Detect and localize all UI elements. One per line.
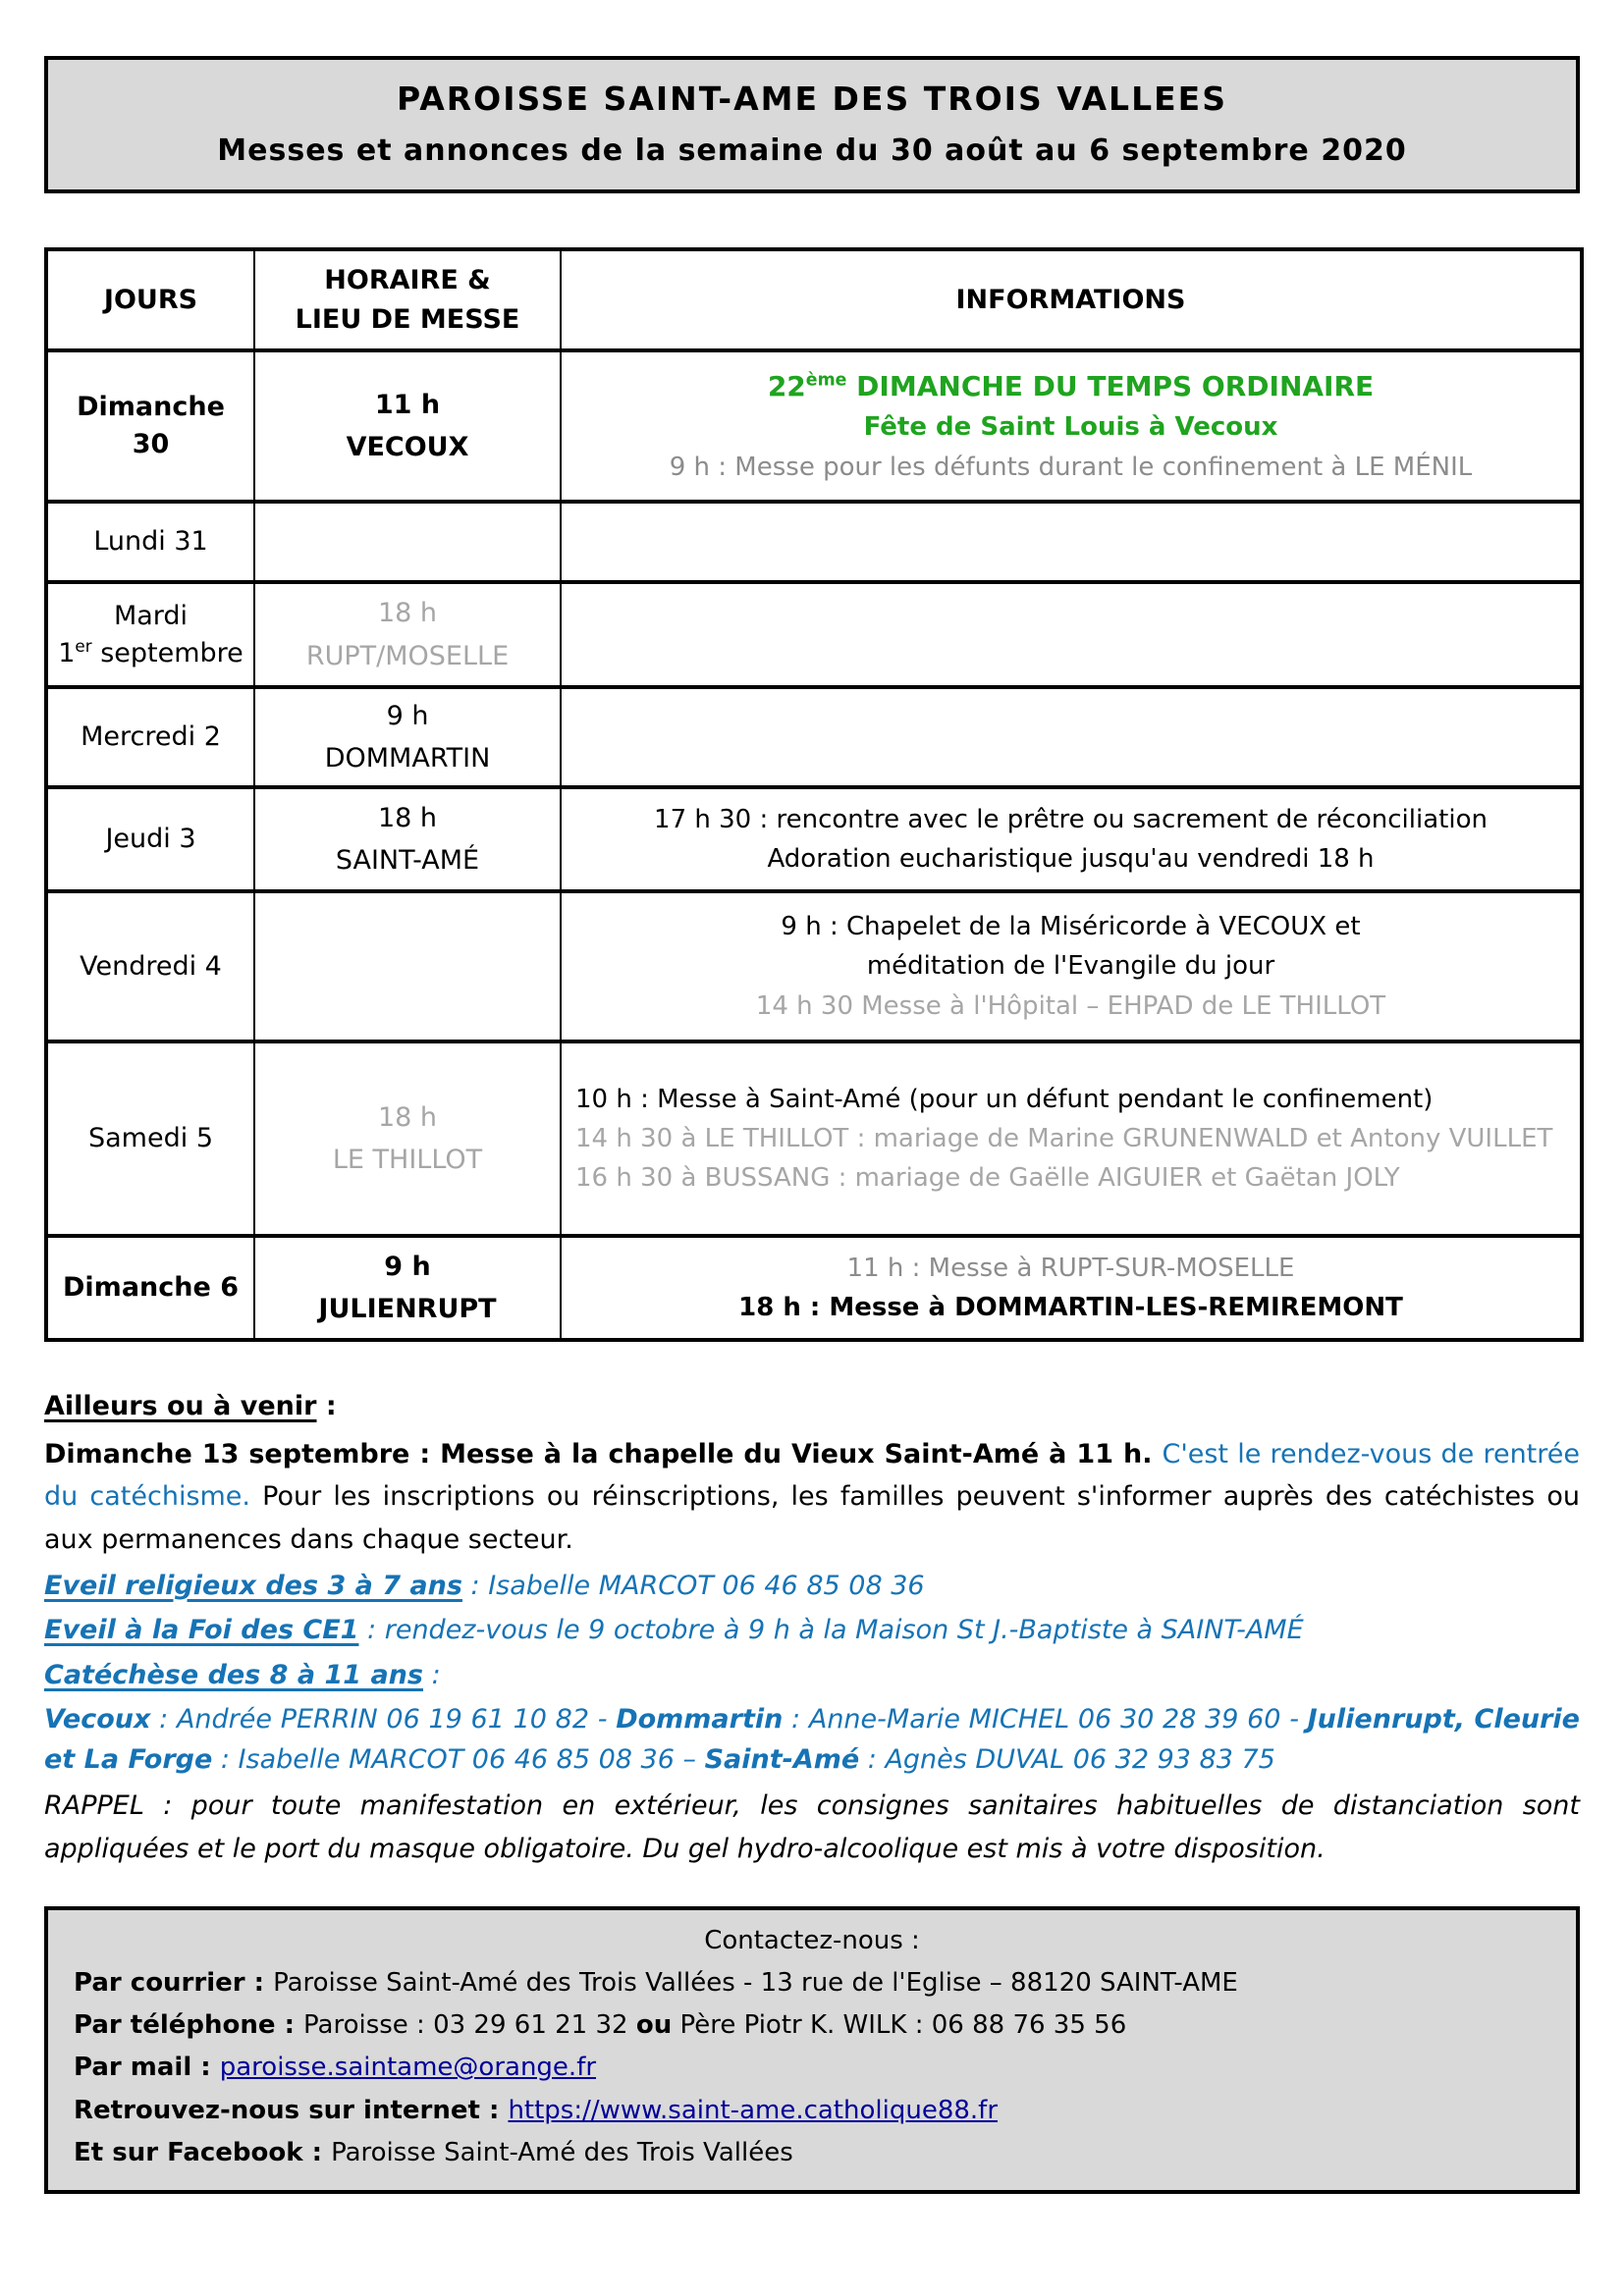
row-mardi-1er xyxy=(46,582,1582,687)
schedule-cell: 18 h RUPT/MOSELLE xyxy=(254,582,561,687)
table-header-row xyxy=(46,249,1582,350)
website-link[interactable]: https://www.saint-ame.catholique88.fr xyxy=(508,2095,999,2125)
row-vendredi-4 xyxy=(46,891,1582,1041)
day-cell: Samedi 5 xyxy=(46,1041,254,1236)
row-mercredi-2 xyxy=(46,687,1582,787)
info-cell xyxy=(561,687,1582,787)
info-cell: 9 h : Chapelet de la Miséricorde à VECOUX et méditation de l'Evangile du jour 14 h 30 Messe à l'Hôpital – EHPAD de LE THILLOT xyxy=(561,891,1582,1041)
page-subtitle: Messes et annonces de la semaine du 30 août au 6 septembre 2020 xyxy=(217,133,1407,168)
info-cell: 17 h 30 : rencontre avec le prêtre ou sacrement de réconciliation Adoration eucharistique jusqu'au vendredi 18 h xyxy=(561,787,1582,891)
header-box xyxy=(44,56,1580,193)
contact-telephone: Par téléphone : Paroisse : 03 29 61 21 32 ou Père Piotr K. WILK : 06 88 76 35 56 xyxy=(74,2010,1127,2041)
contact-courrier: Par courrier : Paroisse Saint-Amé des Trois Vallées - 13 rue de l'Eglise – 88120 SAINT-AME xyxy=(74,1968,1238,1999)
contact-heading: Contactez-nous : xyxy=(704,1925,920,1955)
day-cell: Dimanche 6 xyxy=(46,1236,254,1340)
eveil-foi-line: Eveil à la Foi des CE1 : rendez-vous le 9 octobre à 9 h à la Maison St J.-Baptiste à SAINT-AMÉ xyxy=(44,1615,1304,1646)
schedule-cell: 18 h LE THILLOT xyxy=(254,1041,561,1236)
feast-title: 22ème DIMANCHE DU TEMPS ORDINAIRE xyxy=(767,370,1375,402)
contact-facebook: Et sur Facebook : Paroisse Saint-Amé des Trois Vallées xyxy=(74,2137,793,2167)
ailleurs-heading: Ailleurs ou à venir : xyxy=(44,1391,337,1421)
mass-schedule-table xyxy=(44,247,1584,1342)
info-cell xyxy=(561,350,1582,502)
row-dimanche-6 xyxy=(46,1236,1582,1340)
feast-subtitle: Fête de Saint Louis à Vecoux xyxy=(863,412,1278,443)
info-line: 9 h : Messe pour les défunts durant le confinement à LE MÉNIL xyxy=(669,452,1473,482)
page-title: PAROISSE SAINT-AME DES TROIS VALLEES xyxy=(397,80,1227,118)
col-header-jours: JOURS xyxy=(46,249,254,350)
schedule-cell: 11 h VECOUX xyxy=(254,350,561,502)
row-lundi-31 xyxy=(46,502,1582,582)
info-cell xyxy=(561,582,1582,687)
info-cell: 11 h : Messe à RUPT-SUR-MOSELLE 18 h : Messe à DOMMARTIN-LES-REMIREMONT xyxy=(561,1236,1582,1340)
announcements-section xyxy=(44,1385,1580,1871)
day-cell: Jeudi 3 xyxy=(46,787,254,891)
schedule-cell xyxy=(254,502,561,582)
col-header-informations: INFORMATIONS xyxy=(561,249,1582,350)
contact-internet: Retrouvez-nous sur internet : https://www.saint-ame.catholique88.fr xyxy=(74,2095,999,2125)
row-dimanche-30 xyxy=(46,350,1582,502)
secteurs-contacts: Vecoux : Andrée PERRIN 06 19 61 10 82 - Dommartin : Anne-Marie MICHEL 06 30 28 39 60 - Julienrupt, Cleurie et La Forge : Isabelle MARCOT 06 46 85 08 36 – Saint-Amé : Agnès DUVAL 06 32 93 83 75 xyxy=(44,1704,1580,1775)
contact-box xyxy=(44,1906,1580,2194)
email-link[interactable]: paroisse.saintame@orange.fr xyxy=(219,2053,597,2083)
row-jeudi-3 xyxy=(46,787,1582,891)
day-cell: Mardi 1er septembre xyxy=(46,582,254,687)
contact-mail: Par mail : paroisse.saintame@orange.fr xyxy=(74,2053,597,2083)
info-cell xyxy=(561,502,1582,582)
eveil-religieux-line: Eveil religieux des 3 à 7 ans : Isabelle MARCOT 06 46 85 08 36 xyxy=(44,1570,925,1601)
schedule-cell: 9 h JULIENRUPT xyxy=(254,1236,561,1340)
col-header-horaire: HORAIRE & LIEU DE MESSE xyxy=(254,249,561,350)
rentree-paragraph: Dimanche 13 septembre : Messe à la chapelle du Vieux Saint-Amé à 11 h. C'est le rendez-vous de rentrée du catéchisme. Pour les inscriptions ou réinscriptions, les familles peuvent s'informer auprès des catéchistes ou aux permanences dans chaque secteur. xyxy=(44,1438,1580,1556)
day-cell: Mercredi 2 xyxy=(46,687,254,787)
day-cell: Vendredi 4 xyxy=(46,891,254,1041)
row-samedi-5 xyxy=(46,1041,1582,1236)
schedule-cell: 18 h SAINT-AMÉ xyxy=(254,787,561,891)
schedule-cell xyxy=(254,891,561,1041)
day-cell: Lundi 31 xyxy=(46,502,254,582)
rappel-paragraph: RAPPEL : pour toute manifestation en extérieur, les consignes sanitaires habituelles de distanciation sont appliquées et le port du masque obligatoire. Du gel hydro-alcoolique est mis à votre disposition. xyxy=(44,1790,1580,1865)
day-cell: Dimanche 30 xyxy=(46,350,254,502)
info-cell: 10 h : Messe à Saint-Amé (pour un défunt pendant le confinement) 14 h 30 à LE THILLOT : mariage de Marine GRUNENWALD et Antony VUILLET 16 h 30 à BUSSANG : mariage de Gaëlle AIGUIER et Gaëtan JOLY xyxy=(561,1041,1582,1236)
catechese-line: Catéchèse des 8 à 11 ans : xyxy=(44,1659,441,1690)
schedule-cell: 9 h DOMMARTIN xyxy=(254,687,561,787)
